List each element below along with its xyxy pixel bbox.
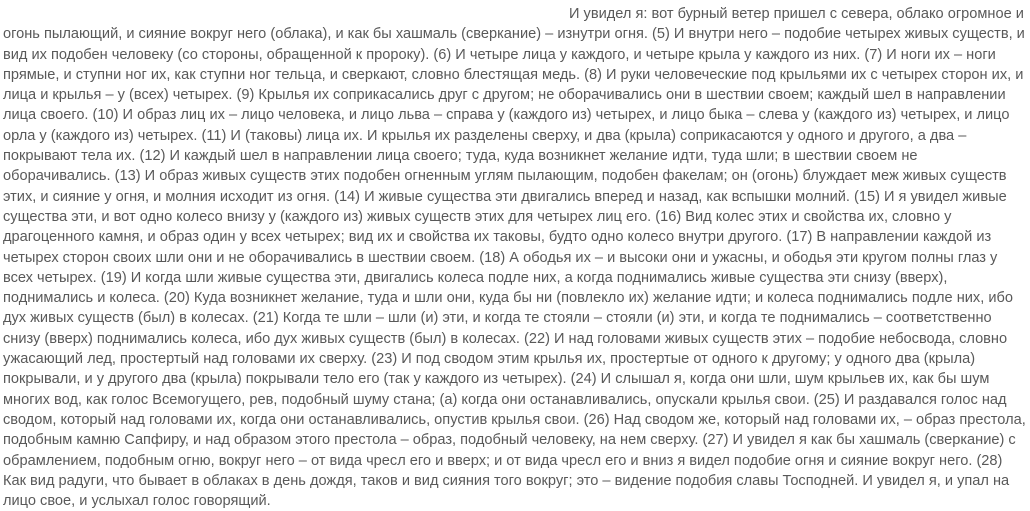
scripture-passage: И увидел я: вот бурный ветер пришел с севера, облако огромное и огонь пылающий, и сияние вокруг него (облака), и как бы хашмаль (сверкание) – изнутри огня. (5) И внутри него – подобие четырех живых существ, и вид их подобен человеку (со стороны, обращенной к пророку). (6) И четыре лица у каждого, и четыре крыла у каждого из них. (7) И ноги их – ноги прямые, и ступни ног их, как ступни ног тельца, и сверкают, словно блестящая медь. (8) И руки человеческие под крыльями их с четырех сторон их, и лица и крылья – у (всех) четырех. (9) Крылья их соприкасались друг с другом; не оборачивались они в шествии своем; каждый шел в направлении лица своего. (10) И образ лиц их – лицо человека, и лицо льва – справа у (каждого из) четырех, и лицо быка – слева у (каждого из) четырех, и лицо орла у (каждого из) четырех. (11) И (таковы) лица их. И крылья их разделены сверху, и два (крыла) соприкасаются у одного и другого, а два – покрывают тела их. (12) И каждый шел в направлении лица своего; туда, куда возникнет желание идти, туда шли; в шествии своем не оборачивались. (13) И образ живых существ этих подобен огненным углям пылающим, подобен факелам; он (огонь) блуждает меж живых существ этих, и сияние у огня, и молния исходит из огня. (14) И живые существа эти двигались вперед и назад, как вспышки молний. (15) И я увидел живые существа эти, и вот одно колесо внизу у (каждого из) живых существ этих для четырех лиц его. (16) Вид колес этих и свойства их, словно у драгоценного камня, и образ один у всех четырех; вид их и свойства их таковы, будто одно колесо внутри другого. (17) В направлении каждой из четырех сторон своих шли они и не оборачивались в шествии своем. (18) А ободья их – и высоки они и ужасны, и ободья эти кругом полны глаз у всех четырех. (19) И когда шли живые существа эти, двигались колеса подле них, а когда поднимались живые существа эти снизу (вверх), поднимались и колеса. (20) Куда возникнет желание, туда и шли они, куда бы ни (повлекло их) желание идти; и колеса поднимались подле них, ибо дух живых существ (был) в колесах. (21) Когда те шли – шли (и) эти, и когда те стояли – стояли (и) эти, и когда те поднимались – соответственно снизу (вверх) поднимались колеса, ибо дух живых существ (был) в колесах. (22) И над головами живых существ этих – подобие небосвода, словно ужасающий лед, простертый над головами их сверху. (23) И под сводом этим крылья их, простертые от одного к другому; у одного два (крыла) покрывали, и у другого два (крыла) покрывали тело его (так у каждого из четырех). (24) И слышал я, когда они шли, шум крыльев их, как бы шум многих вод, как голос Всемогущего, рев, подобный шуму стана; (а) когда они останавливались, опускали крылья свои. (25) И раздавался голос над сводом, который над головами их, когда они останавливались, опустив крылья свои. (26) Над сводом же, который над головами их, – образ престола, подобным камню Сапфиру, и над образом этого престола – образ, подобный человеку, на нем сверху. (27) И увидел я как бы хашмаль (сверкание) с обрамлением, подобным огню, вокруг него – от вида чресл его и вверх; и от вида чресл его и вниз я видел подобие огня и сияние вокруг него. (28) Как вид радуги, что бывает в облаках в день дождя, таков и вид сияния того вокруг; это – видение подобия славы Тосподней. И увидел я, и упал на лицо свое, и услыхал голос говорящий. [3,6,1026,510]
